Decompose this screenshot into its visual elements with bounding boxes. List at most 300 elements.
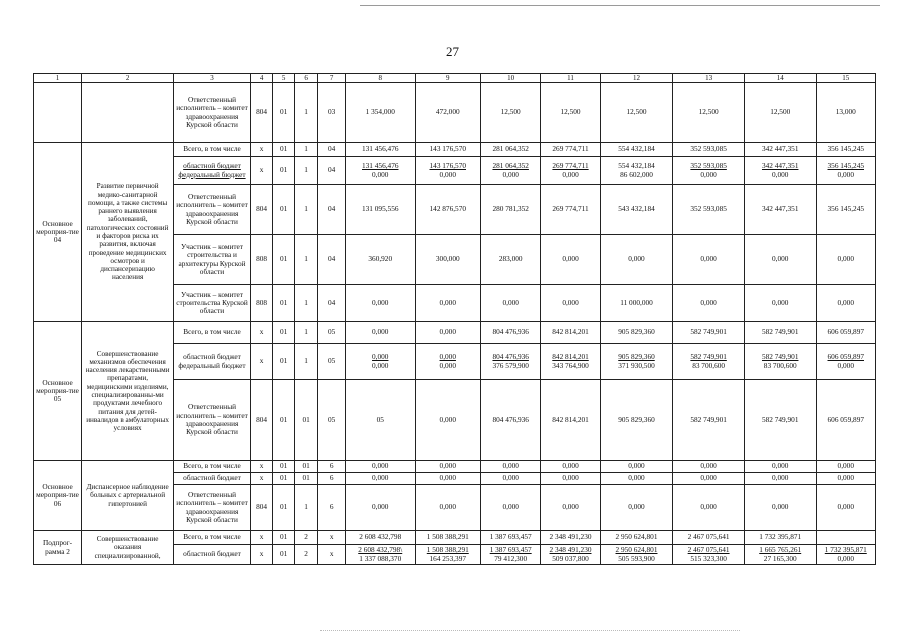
value-line: 269 774,711 [552, 144, 589, 154]
code-cell: 808 [250, 285, 273, 322]
value-cell [481, 285, 541, 322]
header-cell: 3 [174, 74, 251, 83]
code-cell: 01 [273, 473, 294, 485]
table-row [34, 143, 876, 157]
value-cell [600, 545, 673, 565]
value-line: 0,000 [700, 461, 717, 471]
source-cell: Ответственный исполнитель – комитет здравоохранения Курской области [174, 380, 251, 461]
code-cell: 01 [273, 322, 294, 344]
value-line: 281 064,352 [492, 161, 529, 171]
value-cell [481, 143, 541, 157]
value-cell [744, 461, 816, 473]
value-cell [600, 344, 673, 380]
header-cell: 7 [318, 74, 346, 83]
value-cell [481, 531, 541, 545]
value-cell [744, 380, 816, 461]
code-cell: 1 [294, 485, 318, 531]
value-line: 356 145,245 [827, 144, 864, 154]
value-cell [481, 461, 541, 473]
value-line: 12,500 [626, 107, 647, 117]
value-cell [481, 235, 541, 285]
value-line: 86 602,000 [620, 169, 653, 179]
value-cell [345, 461, 415, 473]
value-line: 143 176,570 [429, 161, 466, 171]
value-line: 582 749,901 [690, 352, 727, 362]
value-cell [600, 485, 673, 531]
value-line: 0,000 [439, 297, 456, 307]
value-cell [744, 485, 816, 531]
value-line: 2 348 491,230 [549, 532, 592, 542]
value-line: 0,000 [372, 297, 389, 307]
value-line: 1 508 388,291 [426, 532, 469, 542]
value-line: 0,000 [772, 169, 789, 179]
value-cell [345, 83, 415, 143]
value-cell [345, 344, 415, 380]
value-cell [744, 235, 816, 285]
code-cell: 804 [250, 485, 273, 531]
value-cell [673, 344, 745, 380]
value-line: 0,000 [772, 473, 789, 483]
code-cell: 01 [273, 185, 294, 235]
value-cell [816, 185, 875, 235]
value-line: 0,000 [837, 360, 854, 370]
source-cell: Всего, в том числе [174, 531, 251, 545]
source-cell: Ответственный исполнитель – комитет здравоохранения Курской области [174, 83, 251, 143]
value-line: 2 608 432,798\ [358, 545, 403, 555]
value-line: 131 095,556 [362, 204, 399, 214]
value-line: 0,000 [372, 461, 389, 471]
value-cell [600, 157, 673, 185]
value-cell [541, 531, 600, 545]
value-line: 0,000 [372, 502, 389, 512]
value-line: 905 829,360 [618, 414, 655, 424]
value-line: 2 950 624,801 [615, 532, 658, 542]
value-line: 1 732 395,871 [824, 545, 867, 555]
value-cell [673, 285, 745, 322]
value-cell [541, 235, 600, 285]
value-line: 283,000 [498, 254, 523, 264]
value-cell [415, 545, 480, 565]
value-line: 352 593,085 [690, 161, 727, 171]
code-cell: 6 [318, 473, 346, 485]
value-cell [744, 157, 816, 185]
code-cell: 804 [250, 380, 273, 461]
value-line: 0,000 [439, 414, 456, 424]
source-cell [174, 157, 251, 185]
header-cell: 8 [345, 74, 415, 83]
value-cell [816, 545, 875, 565]
value-cell [541, 185, 600, 235]
code-cell: 1 [294, 235, 318, 285]
code-cell: 808 [250, 235, 273, 285]
activity-name-cell: Совершенствование оказания специализированной, [82, 531, 174, 565]
value-cell [345, 322, 415, 344]
source-cell: Участник – комитет строительства и архитектуры Курской области [174, 235, 251, 285]
budget-table [33, 73, 876, 565]
code-cell: 04 [318, 235, 346, 285]
value-cell [541, 322, 600, 344]
header-cell: 9 [415, 74, 480, 83]
value-line: 0,000 [562, 461, 579, 471]
value-line: 515 323,300 [690, 553, 727, 563]
code-cell: 01 [273, 344, 294, 380]
source-cell: Всего, в том числе [174, 143, 251, 157]
code-cell: 804 [250, 185, 273, 235]
value-line: 05 [376, 414, 384, 424]
value-line: 842 814,201 [552, 327, 589, 337]
value-cell [541, 285, 600, 322]
value-line: 0,000 [372, 327, 389, 337]
value-cell [673, 185, 745, 235]
value-line: 0,000 [837, 553, 854, 563]
value-line: 0,000 [372, 352, 389, 362]
activity-name-cell [82, 83, 174, 143]
header-cell: 4 [250, 74, 273, 83]
value-line: 2 608 432,798 [359, 532, 402, 542]
code-cell: 804 [250, 83, 273, 143]
value-line: 0,000 [628, 254, 645, 264]
code-cell: 01 [273, 157, 294, 185]
value-line: 12,500 [698, 107, 719, 117]
value-cell [816, 485, 875, 531]
code-cell: 01 [273, 485, 294, 531]
value-cell [481, 344, 541, 380]
value-line: 269 774,711 [552, 161, 589, 171]
value-line: 582 749,901 [761, 327, 799, 337]
value-cell [415, 185, 480, 235]
value-line: 0,000 [562, 297, 579, 307]
value-line: 2 950 624,801 [615, 545, 658, 555]
value-cell [816, 473, 875, 485]
value-cell [345, 185, 415, 235]
code-cell: 01 [273, 143, 294, 157]
value-line: 131 456,476 [362, 161, 399, 171]
value-cell [816, 285, 875, 322]
value-cell [600, 143, 673, 157]
source-label: областной бюджет федеральный бюджет [178, 161, 246, 179]
value-line: 142 876,570 [429, 204, 466, 214]
code-cell: 2 [294, 545, 318, 565]
value-line: 582 749,901 [690, 327, 727, 337]
value-line: 83 700,600 [692, 360, 726, 370]
value-line: 0,000 [700, 254, 717, 264]
value-line: 0,000 [562, 502, 579, 512]
code-cell: 1 [294, 143, 318, 157]
value-line: 281 064,352 [492, 144, 529, 154]
value-cell [415, 83, 480, 143]
code-cell: 01 [294, 380, 318, 461]
program-cell: Основное мероприя-тие 06 [34, 461, 82, 531]
value-cell [744, 285, 816, 322]
value-cell [481, 83, 541, 143]
code-cell: х [250, 473, 273, 485]
header-cell: 12 [600, 74, 673, 83]
value-cell [816, 531, 875, 545]
value-line: 0,000 [837, 297, 854, 307]
value-line: 0,000 [772, 502, 789, 512]
value-line: 356 145,245 [827, 204, 864, 214]
value-cell [541, 83, 600, 143]
program-cell [34, 83, 82, 143]
value-line: 0,000 [372, 473, 389, 483]
value-line: 0,000 [439, 473, 456, 483]
value-line: 1 387 693,457 [489, 545, 532, 555]
value-cell [816, 157, 875, 185]
value-line: 0,000 [562, 473, 579, 483]
code-cell: 04 [318, 185, 346, 235]
code-cell: 2 [294, 531, 318, 545]
value-line: 804 476,936 [492, 327, 529, 337]
code-cell: 04 [318, 285, 346, 322]
code-cell: х [250, 322, 273, 344]
value-cell [481, 322, 541, 344]
value-cell [481, 473, 541, 485]
value-line: 0,000 [372, 169, 389, 179]
header-cell: 11 [541, 74, 600, 83]
header-cell: 5 [273, 74, 294, 83]
page-number: 27 [446, 44, 459, 59]
source-cell: Всего, в том числе [174, 322, 251, 344]
code-cell: 01 [273, 531, 294, 545]
value-line: 582 749,901 [690, 414, 727, 424]
value-line: 0,000 [439, 327, 456, 337]
value-line: 360,920 [368, 254, 393, 264]
value-cell [744, 322, 816, 344]
value-cell [816, 322, 875, 344]
value-line: 342 447,351 [761, 204, 799, 214]
source-cell: областной бюджет федеральный бюджет [174, 344, 251, 380]
value-cell [673, 83, 745, 143]
value-line: 0,000 [772, 297, 789, 307]
value-cell [541, 344, 600, 380]
value-line: 0,000 [372, 360, 389, 370]
value-cell [541, 157, 600, 185]
value-line: 12,500 [770, 107, 791, 117]
header-cell: 14 [744, 74, 816, 83]
value-line: 342 447,351 [761, 161, 799, 171]
value-line: 0,000 [502, 297, 519, 307]
value-cell [415, 322, 480, 344]
header-cell: 2 [82, 74, 174, 83]
value-line: 83 700,600 [763, 360, 797, 370]
code-cell: х [318, 531, 346, 545]
code-cell: 01 [273, 285, 294, 322]
value-line: 543 432,184 [618, 204, 655, 214]
value-cell [541, 485, 600, 531]
value-line: 300,000 [435, 254, 460, 264]
value-line: 0,000 [700, 473, 717, 483]
value-line: 1 665 765,261 [759, 545, 802, 555]
value-line: 0,000 [837, 461, 854, 471]
value-cell [481, 485, 541, 531]
value-cell [481, 545, 541, 565]
header-cell: 13 [673, 74, 745, 83]
value-cell [345, 380, 415, 461]
value-line: 606 059,897 [827, 327, 864, 337]
code-cell: х [250, 461, 273, 473]
value-cell [415, 473, 480, 485]
value-cell [600, 473, 673, 485]
program-cell: Основное мероприя-тие 04 [34, 143, 82, 322]
value-cell [744, 473, 816, 485]
value-line: 0,000 [628, 502, 645, 512]
value-cell [600, 461, 673, 473]
value-line: 905 829,360 [618, 352, 655, 362]
value-cell [816, 344, 875, 380]
code-cell: х [250, 545, 273, 565]
value-line: 472,000 [435, 107, 460, 117]
value-cell [600, 531, 673, 545]
value-line: 0,000 [700, 169, 717, 179]
value-line: 1 508 388,291 [426, 545, 469, 555]
value-cell [744, 531, 816, 545]
value-line: 804 476,936 [492, 414, 529, 424]
value-cell [744, 185, 816, 235]
value-line: 0,000 [439, 461, 456, 471]
activity-name-cell: Развитие первичной медико-санитарной помощи, а также системы раннего выявления заболеваний, патологических состояний и факторов риска их развития, включая проведение медицинских осмотров и диспансеризацию населения [82, 143, 174, 322]
table-row [34, 461, 876, 473]
value-cell [345, 157, 415, 185]
code-cell: х [250, 143, 273, 157]
header-row [34, 74, 876, 83]
value-line: 2 467 075,641 [687, 532, 730, 542]
code-cell: 6 [318, 485, 346, 531]
value-line: 0,000 [700, 502, 717, 512]
value-cell [816, 83, 875, 143]
value-line: 376 579,900 [492, 360, 529, 370]
code-cell: 1 [294, 322, 318, 344]
table-row [34, 531, 876, 545]
value-line: 356 145,245 [827, 161, 864, 171]
code-cell: 1 [294, 185, 318, 235]
code-cell: 05 [318, 322, 346, 344]
header-cell: 1 [34, 74, 82, 83]
value-line: 0,000 [837, 254, 854, 264]
value-cell [816, 461, 875, 473]
value-cell [415, 380, 480, 461]
value-line: 606 059,897 [827, 352, 864, 362]
value-line: 1 354,000 [365, 107, 395, 117]
value-cell [744, 143, 816, 157]
table-row [34, 83, 876, 143]
code-cell: 03 [318, 83, 346, 143]
code-cell: х [250, 531, 273, 545]
value-line: 905 829,360 [618, 327, 655, 337]
code-cell: 01 [273, 545, 294, 565]
value-cell [600, 83, 673, 143]
value-cell [673, 461, 745, 473]
value-cell [673, 322, 745, 344]
value-cell [481, 380, 541, 461]
code-cell: 1 [294, 83, 318, 143]
value-line: 1 337 088,370 [359, 553, 402, 563]
value-line: 582 749,901 [761, 414, 799, 424]
source-cell: Участник – комитет строительства Курской области [174, 285, 251, 322]
value-cell [673, 143, 745, 157]
code-cell: 05 [318, 380, 346, 461]
program-cell: Основное мероприя-тие 05 [34, 322, 82, 461]
value-line: 0,000 [700, 297, 717, 307]
activity-name-cell: Совершенствование механизмов обеспечения населения лекарственными препаратами, медицинскими изделиями, специализированны-ми продуктами лечебного питания для детей-инвалидов в амбулаторных условиях [82, 322, 174, 461]
value-line: 12,500 [500, 107, 521, 117]
value-cell [345, 473, 415, 485]
value-cell [673, 545, 745, 565]
value-line: 11 000,000 [620, 297, 653, 307]
code-cell: х [250, 344, 273, 380]
value-line: 0,000 [628, 461, 645, 471]
value-cell [345, 285, 415, 322]
source-cell: Ответственный исполнитель – комитет здравоохранения Курской области [174, 185, 251, 235]
value-cell [541, 380, 600, 461]
value-line: 352 593,085 [690, 204, 727, 214]
code-cell: 01 [273, 380, 294, 461]
value-line: 0,000 [502, 169, 519, 179]
code-cell: х [250, 157, 273, 185]
value-line: 842 814,201 [552, 414, 589, 424]
value-line: 505 593,900 [618, 553, 655, 563]
value-cell [600, 322, 673, 344]
value-cell [600, 185, 673, 235]
value-cell [673, 485, 745, 531]
value-cell [600, 380, 673, 461]
value-line: 0,000 [562, 169, 579, 179]
value-cell [816, 235, 875, 285]
value-cell [673, 473, 745, 485]
value-cell [415, 235, 480, 285]
value-cell [673, 531, 745, 545]
value-line: 371 930,500 [618, 360, 655, 370]
source-cell: областной бюджет [174, 473, 251, 485]
value-line: 582 749,901 [761, 352, 799, 362]
value-line: 804 476,936 [492, 352, 529, 362]
value-cell [415, 461, 480, 473]
value-line: 1 732 395,871 [759, 532, 802, 542]
value-line: 0,000 [439, 360, 456, 370]
scan-top-line [360, 5, 880, 6]
value-line: 131 456,476 [362, 144, 399, 154]
value-cell [415, 531, 480, 545]
value-cell [744, 83, 816, 143]
value-line: 269 774,711 [552, 204, 589, 214]
code-cell: 01 [273, 235, 294, 285]
value-line: 0,000 [837, 502, 854, 512]
table-row [34, 322, 876, 344]
value-cell [816, 143, 875, 157]
value-cell [673, 235, 745, 285]
value-line: 0,000 [562, 254, 579, 264]
code-cell: 04 [318, 157, 346, 185]
value-cell [415, 143, 480, 157]
value-line: 79 412,300 [494, 553, 528, 563]
value-line: 509 037,800 [552, 553, 589, 563]
value-line: 352 593,085 [690, 144, 727, 154]
value-line: 554 432,184 [618, 144, 655, 154]
value-cell [415, 344, 480, 380]
value-cell [541, 461, 600, 473]
value-cell [345, 235, 415, 285]
code-cell: 1 [294, 285, 318, 322]
value-line: 2 467 075,641 [687, 545, 730, 555]
value-line: 0,000 [439, 169, 456, 179]
value-cell [415, 485, 480, 531]
value-cell [744, 545, 816, 565]
value-line: 0,000 [772, 254, 789, 264]
value-line: 0,000 [439, 502, 456, 512]
value-line: 0,000 [628, 473, 645, 483]
value-line: 554 432,184 [618, 161, 655, 171]
scan-bottom-artifact [320, 630, 740, 632]
value-line: 27 165,300 [763, 553, 797, 563]
